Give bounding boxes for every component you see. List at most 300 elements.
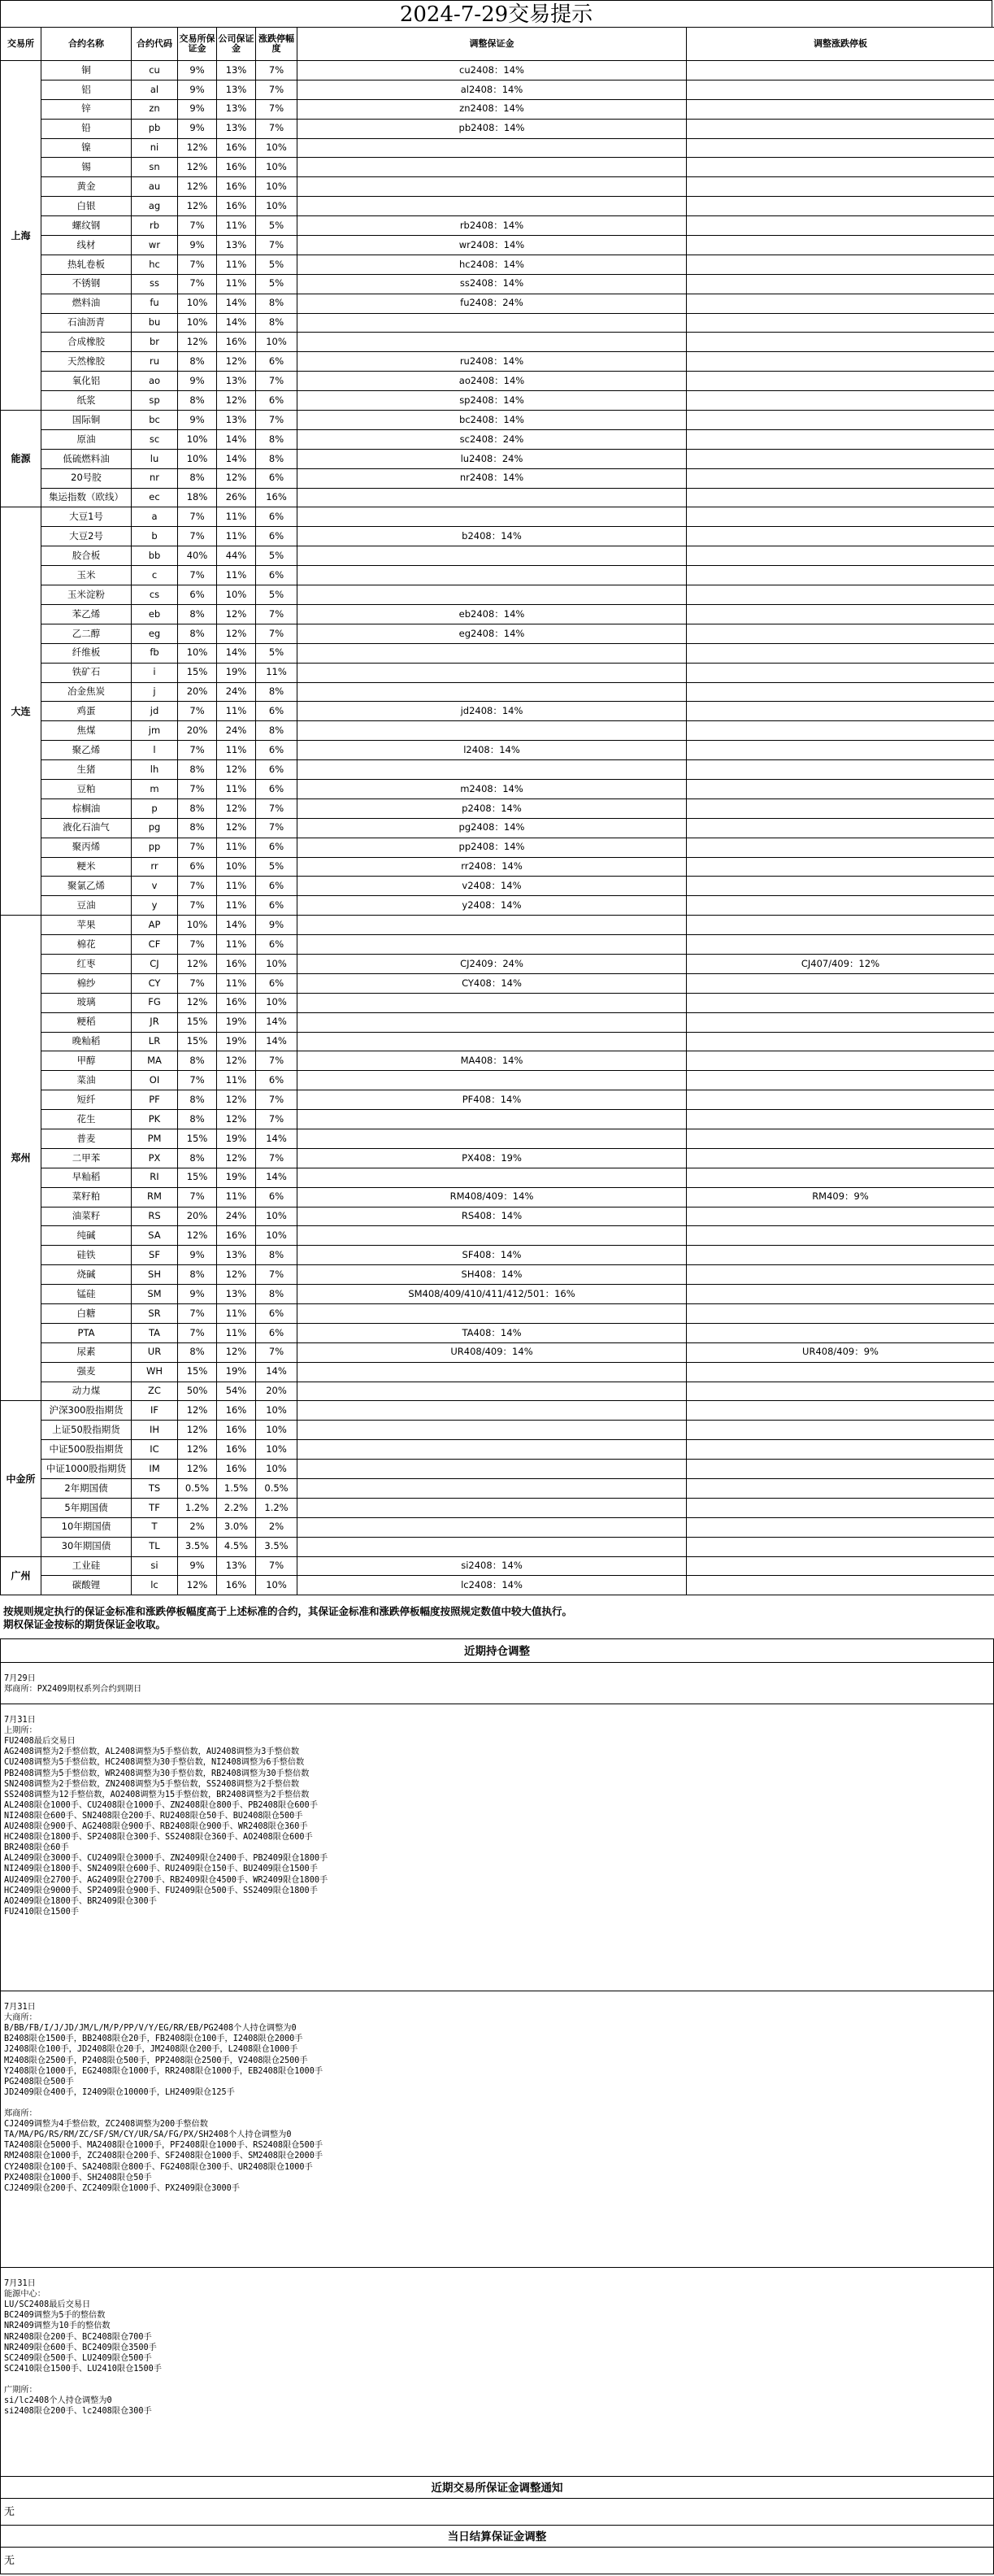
price-limit-cell: 1.2% xyxy=(256,1498,297,1517)
position-adjust-block: 7月31日 大商所： B/BB/FB/I/J/JD/JM/L/M/P/PP/V/Y/EG/RR/EB/PG2408个人持仓调整为0 B2408限仓1500手，BB2408限仓20手，FB2408限仓100手，I2408限仓2000手 J2408限仓100手，JD2408限仓20手，JM2408限仓200手，L2408限仓1000手 M2408限仓2500手，P2408限仓500手，PP2408限仓2500手，V2408限仓2500手 Y2408限仓1000手，EG2408限仓1000手，RR2408限仓1000手，EB2408限仓1000手 PG2408限仓500手 JD2409限仓400手，I2409限仓10000手，LH2409限仓125手 郑商所： CJ2409调整为4手整倍数，ZC2408调整为200手整倍数 TA/MA/PG/RS/RM/ZC/SF/SM/CY/UR/SA/FG/PX/SH2408个人持仓调整为0 TA2408限仓5000手、MA2408限仓1000手，PF2408限仓1000手、RS2408限仓500手 RM2408限仓1000手，ZC2408限仓200手、SF2408限仓1000手、SM2408限仓2000手 CY2408限仓100手、SA2408限仓800手、FG2408限仓300手、UR2408限仓1000手 PX2408限仓1000手、SH2408限仓50手 CJ2409限仓200手、ZC2409限仓1000手、PX2409限仓3000手 xyxy=(0,1991,994,2268)
contract-name-cell: 锡 xyxy=(41,158,132,177)
exchange-margin-cell: 7% xyxy=(178,566,217,585)
exchange-margin-cell: 7% xyxy=(178,216,217,236)
exchange-margin-cell: 8% xyxy=(178,468,217,488)
adjusted-limit-cell xyxy=(687,236,994,255)
contract-name-cell: 玉米 xyxy=(41,566,132,585)
exchange-margin-cell: 40% xyxy=(178,546,217,566)
table-row xyxy=(1,604,994,624)
price-limit-cell: 5% xyxy=(256,546,297,566)
adjusted-limit-cell xyxy=(687,1498,994,1517)
contract-code-cell: CF xyxy=(132,935,178,955)
adjusted-limit-cell xyxy=(687,566,994,585)
exchange-margin-cell: 9% xyxy=(178,236,217,255)
company-margin-cell: 11% xyxy=(217,216,256,236)
adjusted-limit-cell xyxy=(687,429,994,449)
company-margin-cell: 19% xyxy=(217,1168,256,1187)
contract-code-cell: ZC xyxy=(132,1382,178,1401)
adjusted-limit-cell xyxy=(687,1148,994,1168)
company-margin-cell: 11% xyxy=(217,935,256,955)
contract-name-cell: 铜 xyxy=(41,61,132,80)
company-margin-cell: 44% xyxy=(217,546,256,566)
contract-name-cell: 白糖 xyxy=(41,1304,132,1324)
adjusted-margin-cell: CY408：14% xyxy=(297,973,687,993)
contract-code-cell: a xyxy=(132,507,178,527)
adjusted-limit-cell xyxy=(687,721,994,741)
adjusted-margin-cell xyxy=(297,177,687,197)
adjusted-limit-cell xyxy=(687,1051,994,1071)
company-margin-cell: 11% xyxy=(217,255,256,274)
contract-name-cell: 石油沥青 xyxy=(41,313,132,333)
contract-name-cell: 30年期国债 xyxy=(41,1537,132,1556)
contract-code-cell: rr xyxy=(132,857,178,877)
company-margin-cell: 14% xyxy=(217,449,256,468)
position-adjust-block: 7月29日 郑商所：PX2409期权系列合约到期日 xyxy=(0,1662,994,1704)
table-row xyxy=(1,1342,994,1362)
company-margin-cell: 12% xyxy=(217,760,256,780)
price-limit-cell: 6% xyxy=(256,507,297,527)
contract-code-cell: fb xyxy=(132,643,178,663)
adjusted-limit-cell xyxy=(687,643,994,663)
table-row xyxy=(1,411,994,430)
company-margin-cell: 26% xyxy=(217,488,256,507)
company-margin-cell: 13% xyxy=(217,119,256,138)
exchange-margin-cell: 7% xyxy=(178,255,217,274)
adjusted-margin-cell xyxy=(297,1032,687,1051)
adjusted-margin-cell: UR408/409：14% xyxy=(297,1342,687,1362)
contract-code-cell: ni xyxy=(132,138,178,158)
contract-name-cell: 镍 xyxy=(41,138,132,158)
exchange-margin-cell: 12% xyxy=(178,197,217,216)
contract-code-cell: eg xyxy=(132,624,178,643)
exchange-margin-cell: 6% xyxy=(178,857,217,877)
table-row xyxy=(1,429,994,449)
exchange-margin-cell: 10% xyxy=(178,449,217,468)
adjusted-margin-cell xyxy=(297,1460,687,1479)
price-limit-cell: 10% xyxy=(256,954,297,973)
price-limit-cell: 6% xyxy=(256,352,297,372)
exchange-margin-cell: 8% xyxy=(178,1110,217,1129)
exchange-margin-cell: 9% xyxy=(178,1246,217,1265)
contract-code-cell: pg xyxy=(132,818,178,838)
exchange-margin-cell: 7% xyxy=(178,702,217,721)
company-margin-cell: 19% xyxy=(217,1362,256,1382)
adjusted-limit-cell xyxy=(687,527,994,546)
adjusted-margin-cell: TA408：14% xyxy=(297,1323,687,1342)
company-margin-cell: 12% xyxy=(217,1342,256,1362)
company-margin-cell: 16% xyxy=(217,1576,256,1595)
company-margin-cell: 12% xyxy=(217,818,256,838)
adjusted-margin-cell: m2408：14% xyxy=(297,779,687,798)
exchange-margin-cell: 9% xyxy=(178,119,217,138)
contract-name-cell: 苯乙烯 xyxy=(41,604,132,624)
price-limit-cell: 6% xyxy=(256,527,297,546)
price-limit-cell: 6% xyxy=(256,935,297,955)
contract-code-cell: y xyxy=(132,896,178,916)
adjusted-margin-cell: SF408：14% xyxy=(297,1246,687,1265)
company-margin-cell: 4.5% xyxy=(217,1537,256,1556)
exchange-cell: 能源 xyxy=(1,411,41,507)
exchange-margin-cell: 12% xyxy=(178,158,217,177)
contract-name-cell: 锌 xyxy=(41,99,132,119)
company-margin-cell: 11% xyxy=(217,566,256,585)
table-row xyxy=(1,993,994,1012)
exchange-margin-cell: 15% xyxy=(178,1129,217,1148)
contract-name-cell: 胶合板 xyxy=(41,546,132,566)
contract-name-cell: 原油 xyxy=(41,429,132,449)
price-limit-cell: 5% xyxy=(256,857,297,877)
adjusted-margin-cell xyxy=(297,138,687,158)
table-row xyxy=(1,857,994,877)
header-adjusted-margin: 调整保证金 xyxy=(297,28,687,61)
price-limit-cell: 6% xyxy=(256,702,297,721)
price-limit-cell: 6% xyxy=(256,468,297,488)
table-row xyxy=(1,177,994,197)
contract-code-cell: IH xyxy=(132,1421,178,1440)
adjusted-limit-cell xyxy=(687,741,994,760)
contract-name-cell: 白银 xyxy=(41,197,132,216)
contract-name-cell: PTA xyxy=(41,1323,132,1342)
adjusted-margin-cell xyxy=(297,197,687,216)
price-limit-cell: 7% xyxy=(256,1110,297,1129)
adjusted-margin-cell xyxy=(297,721,687,741)
adjusted-limit-cell xyxy=(687,604,994,624)
contract-name-cell: 大豆1号 xyxy=(41,507,132,527)
exchange-cell: 广州 xyxy=(1,1556,41,1595)
table-row xyxy=(1,682,994,702)
price-limit-cell: 7% xyxy=(256,818,297,838)
contract-name-cell: 氧化铝 xyxy=(41,372,132,391)
exchange-margin-cell: 8% xyxy=(178,1342,217,1362)
adjusted-limit-cell xyxy=(687,818,994,838)
exchange-margin-cell: 20% xyxy=(178,1207,217,1226)
price-limit-cell: 14% xyxy=(256,1129,297,1148)
table-row xyxy=(1,1479,994,1499)
adjusted-limit-cell xyxy=(687,1304,994,1324)
adjusted-limit-cell xyxy=(687,1460,994,1479)
exchange-margin-cell: 9% xyxy=(178,1285,217,1304)
adjusted-margin-cell xyxy=(297,1479,687,1499)
company-margin-cell: 2.2% xyxy=(217,1498,256,1517)
contract-name-cell: 鸡蛋 xyxy=(41,702,132,721)
contract-name-cell: 普麦 xyxy=(41,1129,132,1148)
adjusted-margin-cell xyxy=(297,158,687,177)
table-row xyxy=(1,546,994,566)
contract-code-cell: RS xyxy=(132,1207,178,1226)
contract-name-cell: 聚乙烯 xyxy=(41,741,132,760)
contract-name-cell: 玻璃 xyxy=(41,993,132,1012)
table-row xyxy=(1,1129,994,1148)
price-limit-cell: 7% xyxy=(256,1051,297,1071)
contract-code-cell: MA xyxy=(132,1051,178,1071)
price-limit-cell: 10% xyxy=(256,197,297,216)
adjusted-margin-cell: lc2408：14% xyxy=(297,1576,687,1595)
company-margin-cell: 19% xyxy=(217,1032,256,1051)
adjusted-margin-cell xyxy=(297,488,687,507)
contract-code-cell: CJ xyxy=(132,954,178,973)
adjusted-limit-cell xyxy=(687,449,994,468)
exchange-margin-cell: 12% xyxy=(178,333,217,352)
table-row xyxy=(1,1498,994,1517)
position-adjust-block: 7月31日 上期所： FU2408最后交易日 AG2408调整为2手整倍数，AL2408调整为5手整倍数，AU2408调整为3手整倍数 CU2408调整为5手整倍数，HC2408调整为30手整倍数，NI2408调整为6手整倍数 PB2408调整为5手整倍数，WR2408调整为30手整倍数，RB2408调整为30手整倍数 SN2408调整为2手整倍数，ZN2408调整为5手整倍数，SS2408调整为2手整倍数 SS2408调整为12手整倍数，AO2408调整为15手整倍数，BR2408调整为2手整倍数 AL2408限仓1000手、CU2408限仓1000手、ZN2408限仓800手、PB2408限仓600手 NI2408限仓600手、SN2408限仓200手、RU2408限仓50手、BU2408限仓500手 AU2408限仓900手、AG2408限仓900手、RB2408限仓900手、WR2408限仓360手 HC2408限仓1800手、SP2408限仓300手、SS2408限仓360手、AO2408限仓600手 BR2408限仓60手 AL2409限仓3000手、CU2409限仓3000手、ZN2409限仓2400手、PB2409限仓1800手 NI2409限仓1800手、SN2409限仓600手、RU2409限仓150手、BU2409限仓1500手 AU2409限仓2700手、AG2409限仓2700手、RB2409限仓4500手、WR2409限仓1800手 HC2409限仓9000手、SP2409限仓900手、FU2409限仓500手、SS2409限仓1800手 AO2409限仓1800手、BR2409限仓300手 FU2410限仓1500手 xyxy=(0,1704,994,1991)
table-row xyxy=(1,527,994,546)
adjusted-margin-cell xyxy=(297,993,687,1012)
table-row xyxy=(1,352,994,372)
table-row xyxy=(1,663,994,682)
price-limit-cell: 8% xyxy=(256,721,297,741)
company-margin-cell: 13% xyxy=(217,372,256,391)
adjusted-limit-cell xyxy=(687,624,994,643)
company-margin-cell: 11% xyxy=(217,1304,256,1324)
contract-code-cell: RI xyxy=(132,1168,178,1187)
table-row xyxy=(1,1012,994,1032)
price-limit-cell: 7% xyxy=(256,624,297,643)
contract-code-cell: c xyxy=(132,566,178,585)
exchange-margin-notice-title: 近期交易所保证金调整通知 xyxy=(0,2476,994,2499)
price-limit-cell: 6% xyxy=(256,566,297,585)
adjusted-limit-cell xyxy=(687,546,994,566)
price-limit-cell: 6% xyxy=(256,838,297,857)
price-limit-cell: 7% xyxy=(256,61,297,80)
contract-code-cell: SR xyxy=(132,1304,178,1324)
adjusted-limit-cell xyxy=(687,877,994,896)
adjusted-limit-cell xyxy=(687,1090,994,1110)
adjusted-limit-cell xyxy=(687,1110,994,1129)
adjusted-limit-cell xyxy=(687,468,994,488)
contract-name-cell: 二甲苯 xyxy=(41,1148,132,1168)
adjusted-limit-cell xyxy=(687,488,994,507)
contract-code-cell: rb xyxy=(132,216,178,236)
contract-code-cell: fu xyxy=(132,294,178,313)
adjusted-margin-cell: PX408：19% xyxy=(297,1148,687,1168)
contract-name-cell: 豆油 xyxy=(41,896,132,916)
contract-code-cell: al xyxy=(132,80,178,99)
adjusted-limit-cell xyxy=(687,1362,994,1382)
company-margin-cell: 13% xyxy=(217,1246,256,1265)
company-margin-cell: 11% xyxy=(217,274,256,294)
contract-code-cell: pp xyxy=(132,838,178,857)
contract-name-cell: 大豆2号 xyxy=(41,527,132,546)
adjusted-limit-cell xyxy=(687,1382,994,1401)
table-row xyxy=(1,585,994,605)
exchange-margin-cell: 0.5% xyxy=(178,1479,217,1499)
contract-name-cell: 短纤 xyxy=(41,1090,132,1110)
contract-code-cell: p xyxy=(132,798,178,818)
contract-name-cell: 热轧卷板 xyxy=(41,255,132,274)
company-margin-cell: 13% xyxy=(217,1285,256,1304)
contract-code-cell: zn xyxy=(132,99,178,119)
adjusted-margin-cell: zn2408：14% xyxy=(297,99,687,119)
price-limit-cell: 8% xyxy=(256,294,297,313)
adjusted-margin-cell: pp2408：14% xyxy=(297,838,687,857)
price-limit-cell: 6% xyxy=(256,896,297,916)
exchange-margin-cell: 7% xyxy=(178,935,217,955)
company-margin-cell: 19% xyxy=(217,663,256,682)
adjusted-limit-cell xyxy=(687,1517,994,1537)
adjusted-margin-cell: sp2408：14% xyxy=(297,391,687,411)
exchange-margin-cell: 12% xyxy=(178,993,217,1012)
contract-code-cell: TS xyxy=(132,1479,178,1499)
company-margin-cell: 16% xyxy=(217,177,256,197)
contract-code-cell: RM xyxy=(132,1187,178,1207)
adjusted-limit-cell xyxy=(687,857,994,877)
adjusted-margin-cell: cu2408：14% xyxy=(297,61,687,80)
adjusted-limit-cell xyxy=(687,1323,994,1342)
adjusted-limit-cell xyxy=(687,916,994,935)
exchange-cell: 郑州 xyxy=(1,916,41,1401)
exchange-margin-cell: 9% xyxy=(178,411,217,430)
price-limit-cell: 10% xyxy=(256,1401,297,1421)
contract-code-cell: ss xyxy=(132,274,178,294)
exchange-margin-cell: 7% xyxy=(178,741,217,760)
contract-code-cell: TL xyxy=(132,1537,178,1556)
contract-name-cell: 集运指数（欧线） xyxy=(41,488,132,507)
rule-notice-line: 按规则规定执行的保证金标准和涨跌停板幅度高于上述标准的合约，其保证金标准和涨跌停板幅度按照规定数值中较大值执行。 xyxy=(3,1605,573,1617)
price-limit-cell: 6% xyxy=(256,877,297,896)
adjusted-limit-cell xyxy=(687,391,994,411)
adjusted-margin-cell: CJ2409：24% xyxy=(297,954,687,973)
header-exchange: 交易所 xyxy=(1,28,41,61)
price-limit-cell: 14% xyxy=(256,1012,297,1032)
company-margin-cell: 16% xyxy=(217,1226,256,1246)
contract-code-cell: au xyxy=(132,177,178,197)
position-adjust-block: 7月31日 能源中心： LU/SC2408最后交易日 BC2409调整为5手的整倍数 NR2409调整为10手的整倍数 NR2408限仓200手、BC2408限仓700手 NR2409限仓600手、BC2409限仓3500手 SC2409限仓500手、LU2409限仓500手 SC2410限仓1500手、LU2410限仓1500手 广期所： si/lc2408个人持仓调整为0 si2408限仓200手、lc2408限仓300手 xyxy=(0,2267,994,2477)
price-limit-cell: 7% xyxy=(256,1090,297,1110)
exchange-margin-cell: 3.5% xyxy=(178,1537,217,1556)
exchange-margin-cell: 8% xyxy=(178,1148,217,1168)
exchange-margin-cell: 7% xyxy=(178,779,217,798)
adjusted-limit-cell xyxy=(687,507,994,527)
company-margin-cell: 11% xyxy=(217,507,256,527)
contract-code-cell: SH xyxy=(132,1265,178,1285)
adjusted-margin-cell: p2408：14% xyxy=(297,798,687,818)
header-exchange-margin: 交易所保证金 xyxy=(178,28,217,61)
contract-name-cell: 冶金焦炭 xyxy=(41,682,132,702)
contract-name-cell: 低硫燃料油 xyxy=(41,449,132,468)
table-row xyxy=(1,1207,994,1226)
header-company-margin: 公司保证金 xyxy=(217,28,256,61)
margin-table xyxy=(0,27,994,1595)
adjusted-margin-cell: v2408：14% xyxy=(297,877,687,896)
adjusted-limit-cell xyxy=(687,1576,994,1595)
price-limit-cell: 10% xyxy=(256,1460,297,1479)
exchange-margin-cell: 8% xyxy=(178,624,217,643)
table-row xyxy=(1,1576,994,1595)
adjusted-limit-cell xyxy=(687,1071,994,1090)
adjusted-limit-cell xyxy=(687,1246,994,1265)
company-margin-cell: 1.5% xyxy=(217,1479,256,1499)
adjusted-margin-cell xyxy=(297,760,687,780)
contract-name-cell: 动力煤 xyxy=(41,1382,132,1401)
adjusted-margin-cell: lu2408：24% xyxy=(297,449,687,468)
contract-code-cell: IM xyxy=(132,1460,178,1479)
company-margin-cell: 11% xyxy=(217,702,256,721)
contract-name-cell: 黄金 xyxy=(41,177,132,197)
adjusted-limit-cell: RM409：9% xyxy=(687,1187,994,1207)
contract-name-cell: 铝 xyxy=(41,80,132,99)
rule-notice xyxy=(0,1602,994,1634)
company-margin-cell: 16% xyxy=(217,993,256,1012)
table-row xyxy=(1,1304,994,1324)
contract-name-cell: 合成橡胶 xyxy=(41,333,132,352)
contract-name-cell: 不锈钢 xyxy=(41,274,132,294)
price-limit-cell: 10% xyxy=(256,1207,297,1226)
company-margin-cell: 11% xyxy=(217,877,256,896)
table-row xyxy=(1,391,994,411)
adjusted-margin-cell: RS408：14% xyxy=(297,1207,687,1226)
price-limit-cell: 10% xyxy=(256,177,297,197)
contract-code-cell: j xyxy=(132,682,178,702)
adjusted-limit-cell: CJ407/409：12% xyxy=(687,954,994,973)
adjusted-margin-cell: eg2408：14% xyxy=(297,624,687,643)
contract-name-cell: 铅 xyxy=(41,119,132,138)
table-row xyxy=(1,1168,994,1187)
adjusted-margin-cell xyxy=(297,1401,687,1421)
adjusted-margin-cell xyxy=(297,507,687,527)
table-row xyxy=(1,1382,994,1401)
contract-name-cell: 甲醇 xyxy=(41,1051,132,1071)
company-margin-cell: 11% xyxy=(217,1187,256,1207)
contract-code-cell: sc xyxy=(132,429,178,449)
contract-name-cell: 棉纱 xyxy=(41,973,132,993)
adjusted-margin-cell xyxy=(297,1382,687,1401)
contract-name-cell: 聚氯乙烯 xyxy=(41,877,132,896)
contract-code-cell: ec xyxy=(132,488,178,507)
exchange-margin-cell: 9% xyxy=(178,1556,217,1576)
contract-code-cell: SA xyxy=(132,1226,178,1246)
contract-code-cell: hc xyxy=(132,255,178,274)
company-margin-cell: 12% xyxy=(217,1148,256,1168)
price-limit-cell: 10% xyxy=(256,333,297,352)
table-row xyxy=(1,760,994,780)
adjusted-margin-cell xyxy=(297,1226,687,1246)
adjusted-limit-cell xyxy=(687,682,994,702)
table-row xyxy=(1,488,994,507)
exchange-margin-cell: 7% xyxy=(178,1071,217,1090)
price-limit-cell: 10% xyxy=(256,1226,297,1246)
contract-code-cell: IC xyxy=(132,1440,178,1460)
price-limit-cell: 14% xyxy=(256,1362,297,1382)
exchange-margin-cell: 9% xyxy=(178,372,217,391)
adjusted-margin-cell xyxy=(297,1537,687,1556)
exchange-margin-cell: 15% xyxy=(178,1362,217,1382)
company-margin-cell: 19% xyxy=(217,1129,256,1148)
company-margin-cell: 13% xyxy=(217,236,256,255)
price-limit-cell: 6% xyxy=(256,391,297,411)
company-margin-cell: 16% xyxy=(217,333,256,352)
contract-name-cell: 碳酸锂 xyxy=(41,1576,132,1595)
table-row xyxy=(1,255,994,274)
exchange-margin-cell: 6% xyxy=(178,585,217,605)
adjusted-limit-cell xyxy=(687,1032,994,1051)
contract-code-cell: PF xyxy=(132,1090,178,1110)
contract-code-cell: TA xyxy=(132,1323,178,1342)
adjusted-limit-cell xyxy=(687,99,994,119)
adjusted-limit-cell xyxy=(687,1265,994,1285)
adjusted-limit-cell xyxy=(687,313,994,333)
table-row xyxy=(1,916,994,935)
adjusted-margin-cell xyxy=(297,1304,687,1324)
company-margin-cell: 11% xyxy=(217,896,256,916)
company-margin-cell: 11% xyxy=(217,1323,256,1342)
table-row xyxy=(1,1110,994,1129)
contract-code-cell: UR xyxy=(132,1342,178,1362)
price-limit-cell: 6% xyxy=(256,1187,297,1207)
table-row xyxy=(1,1071,994,1090)
contract-code-cell: T xyxy=(132,1517,178,1537)
exchange-margin-cell: 10% xyxy=(178,313,217,333)
contract-name-cell: 棕榈油 xyxy=(41,798,132,818)
